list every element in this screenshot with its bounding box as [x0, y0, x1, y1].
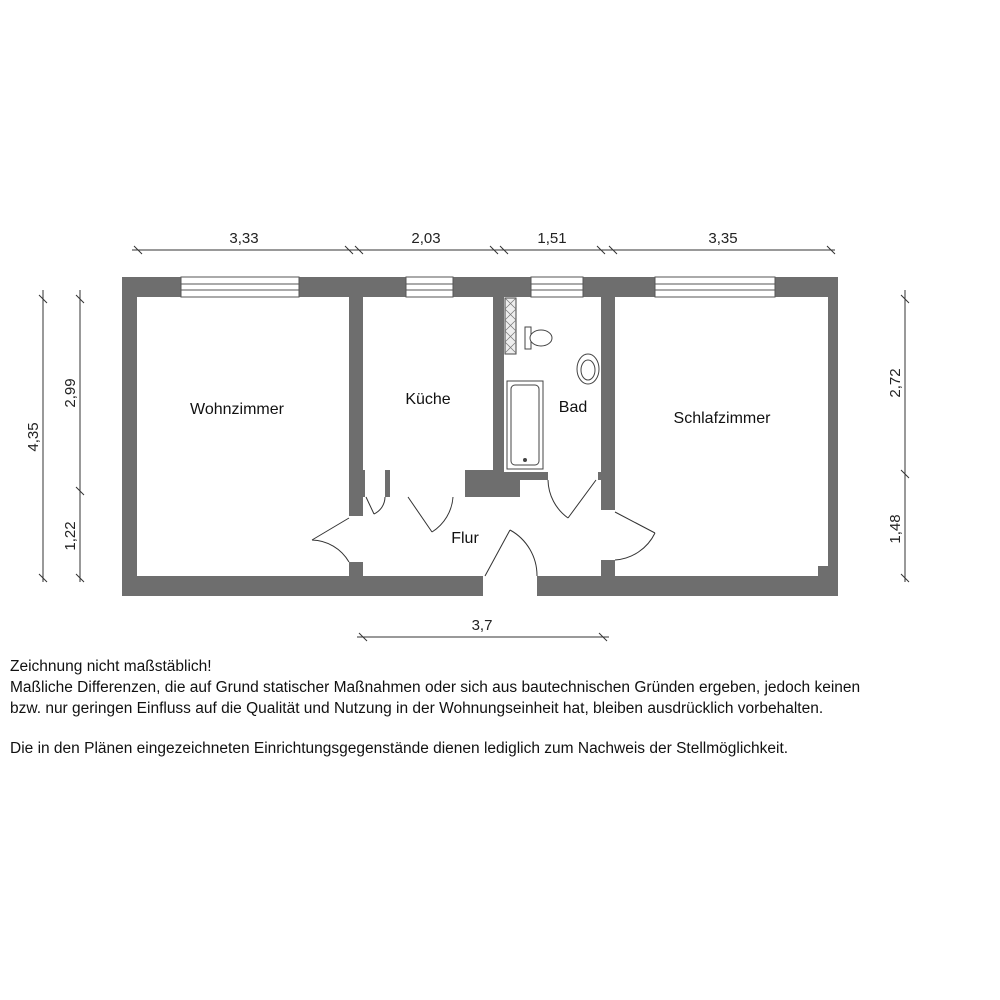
note-not-to-scale: Zeichnung nicht maßstäblich! [10, 658, 212, 675]
dim-top-4: 3,35 [708, 230, 738, 247]
room-wohnzimmer: Wohnzimmer [190, 401, 284, 418]
window-schlafzimmer [655, 277, 775, 297]
installation-shaft [505, 298, 516, 354]
disclaimer-notes [10, 656, 995, 759]
door-bad [548, 480, 596, 518]
door-kueche [408, 497, 453, 532]
bathroom-fixtures [505, 298, 599, 469]
note-dimension-differences-2: bzw. nur geringen Einfluss auf die Qualität und Nutzung in der Wohnungseinheit hat, bleiben ausdrücklich vorbehalten. [10, 700, 824, 717]
room-kueche: Küche [405, 391, 451, 408]
dim-top-3: 1,51 [537, 230, 567, 247]
window-kueche [406, 277, 453, 297]
note-furnishing: Die in den Plänen eingezeichneten Einrichtungsgegenstände dienen lediglich zum Nachweis der Stellmöglichkeit. [10, 740, 789, 757]
window-bad [531, 277, 583, 297]
dim-right-lower: 1,48 [887, 514, 904, 544]
toilet-bowl [530, 330, 552, 346]
dim-top-2: 2,03 [411, 230, 441, 247]
walls [122, 277, 838, 596]
note-dimension-differences-1: Maßliche Differenzen, die auf Grund statischer Maßnahmen oder sich aus bautechnischen Gründen ergeben, jedoch keinen [10, 679, 861, 696]
door-wohnzimmer [312, 518, 349, 562]
dim-left-total: 4,35 [25, 422, 42, 452]
door-schlafzimmer [615, 512, 655, 560]
window-wohnzimmer [181, 277, 299, 297]
dim-bottom: 3,7 [471, 617, 493, 634]
room-schlafzimmer: Schlafzimmer [673, 410, 771, 427]
dim-left-lower: 1,22 [62, 521, 79, 551]
room-bad: Bad [558, 399, 588, 416]
dim-top-1: 3,33 [229, 230, 259, 247]
dim-left-upper: 2,99 [62, 378, 79, 408]
dim-right-upper: 2,72 [887, 368, 904, 398]
door-storage [366, 497, 385, 514]
room-flur: Flur [451, 530, 479, 547]
door-entrance [485, 530, 537, 576]
